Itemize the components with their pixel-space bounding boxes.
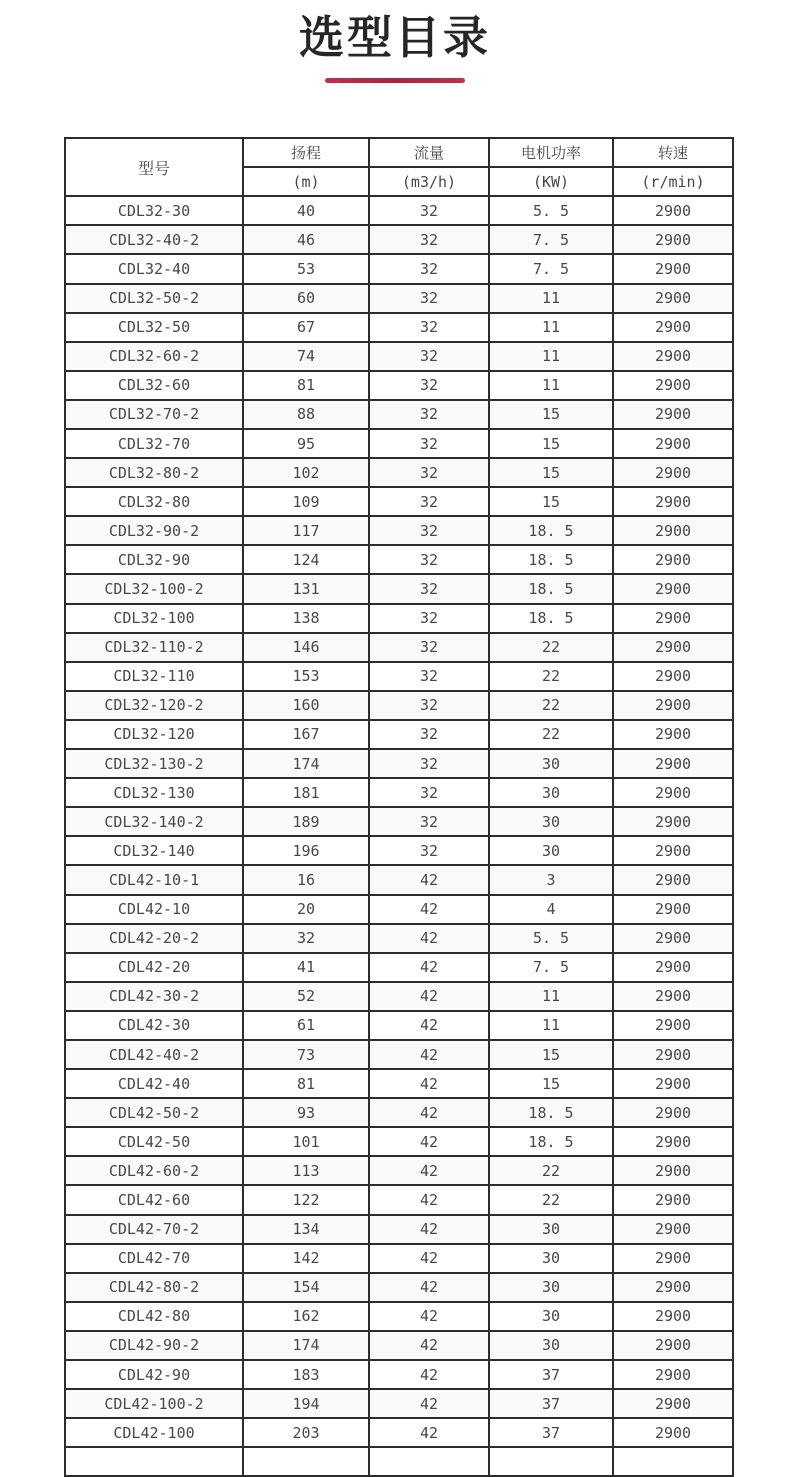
cell-flow: 42: [369, 1127, 489, 1156]
header-head-unit: (m): [243, 167, 369, 196]
cell-model: CDL42-20-2: [65, 924, 243, 953]
cell-power: 11: [489, 1011, 613, 1040]
table-row: [65, 749, 733, 778]
cell-head: 142: [243, 1244, 369, 1273]
cell-speed: 2900: [613, 1185, 733, 1214]
table-cell-empty: [243, 1447, 369, 1476]
cell-speed: 2900: [613, 254, 733, 283]
table-row: [65, 1331, 733, 1360]
cell-power: 37: [489, 1360, 613, 1389]
header-speed-unit: (r/min): [613, 167, 733, 196]
selection-catalog-table: [64, 137, 734, 1477]
cell-head: 203: [243, 1418, 369, 1447]
cell-head: 131: [243, 574, 369, 603]
table-row: [65, 924, 733, 953]
cell-power: 30: [489, 1273, 613, 1302]
cell-model: CDL42-60-2: [65, 1156, 243, 1185]
cell-power: 15: [489, 458, 613, 487]
cell-speed: 2900: [613, 982, 733, 1011]
cell-flow: 42: [369, 1273, 489, 1302]
cell-speed: 2900: [613, 1011, 733, 1040]
table-row: [65, 1302, 733, 1331]
cell-head: 134: [243, 1215, 369, 1244]
cell-flow: 42: [369, 1215, 489, 1244]
cell-head: 20: [243, 895, 369, 924]
table-row: [65, 516, 733, 545]
cell-model: CDL32-40-2: [65, 225, 243, 254]
title-accent-bar: [325, 78, 465, 83]
cell-power: 18. 5: [489, 1098, 613, 1127]
cell-flow: 32: [369, 720, 489, 749]
table-row: [65, 1185, 733, 1214]
cell-head: 174: [243, 749, 369, 778]
cell-model: CDL42-10-1: [65, 865, 243, 894]
cell-head: 153: [243, 662, 369, 691]
cell-speed: 2900: [613, 400, 733, 429]
cell-speed: 2900: [613, 953, 733, 982]
cell-model: CDL32-60-2: [65, 342, 243, 371]
table-row: [65, 1098, 733, 1127]
cell-power: 22: [489, 720, 613, 749]
cell-speed: 2900: [613, 924, 733, 953]
cell-speed: 2900: [613, 1156, 733, 1185]
cell-speed: 2900: [613, 1331, 733, 1360]
table-row: [65, 1360, 733, 1389]
cell-speed: 2900: [613, 1244, 733, 1273]
cell-power: 30: [489, 807, 613, 836]
cell-model: CDL42-80-2: [65, 1273, 243, 1302]
table-row: [65, 313, 733, 342]
table-row: [65, 982, 733, 1011]
table-row: [65, 1215, 733, 1244]
cell-head: 138: [243, 604, 369, 633]
cell-power: 11: [489, 342, 613, 371]
cell-power: 11: [489, 371, 613, 400]
cell-speed: 2900: [613, 1418, 733, 1447]
cell-model: CDL32-50: [65, 313, 243, 342]
cell-model: CDL32-70: [65, 429, 243, 458]
table-row: [65, 1418, 733, 1447]
cell-model: CDL32-120: [65, 720, 243, 749]
cell-head: 122: [243, 1185, 369, 1214]
cell-flow: 32: [369, 604, 489, 633]
cell-head: 32: [243, 924, 369, 953]
cell-model: CDL32-120-2: [65, 691, 243, 720]
table-row: [65, 487, 733, 516]
cell-model: CDL42-30-2: [65, 982, 243, 1011]
cell-model: CDL42-10: [65, 895, 243, 924]
cell-speed: 2900: [613, 749, 733, 778]
cell-power: 7. 5: [489, 254, 613, 283]
cell-flow: 42: [369, 1156, 489, 1185]
table-row: [65, 1273, 733, 1302]
table-row: [65, 574, 733, 603]
cell-power: 18. 5: [489, 1127, 613, 1156]
cell-model: CDL42-70: [65, 1244, 243, 1273]
cell-power: 22: [489, 662, 613, 691]
cell-speed: 2900: [613, 1069, 733, 1098]
table-cell-empty: [613, 1447, 733, 1476]
cell-speed: 2900: [613, 691, 733, 720]
cell-flow: 32: [369, 487, 489, 516]
cell-speed: 2900: [613, 662, 733, 691]
cell-model: CDL42-50: [65, 1127, 243, 1156]
cell-head: 162: [243, 1302, 369, 1331]
cell-flow: 42: [369, 1185, 489, 1214]
table-cell-empty: [489, 1447, 613, 1476]
cell-head: 93: [243, 1098, 369, 1127]
cell-flow: 32: [369, 313, 489, 342]
cell-speed: 2900: [613, 342, 733, 371]
cell-power: 18. 5: [489, 516, 613, 545]
cell-head: 16: [243, 865, 369, 894]
cell-model: CDL42-90-2: [65, 1331, 243, 1360]
cell-head: 194: [243, 1389, 369, 1418]
table-row: [65, 342, 733, 371]
cell-model: CDL42-80: [65, 1302, 243, 1331]
table-row: [65, 1040, 733, 1069]
cell-flow: 42: [369, 924, 489, 953]
cell-power: 37: [489, 1418, 613, 1447]
cell-power: 18. 5: [489, 545, 613, 574]
cell-model: CDL42-20: [65, 953, 243, 982]
cell-speed: 2900: [613, 604, 733, 633]
cell-flow: 42: [369, 1302, 489, 1331]
table-row: [65, 371, 733, 400]
cell-speed: 2900: [613, 807, 733, 836]
cell-model: CDL42-40-2: [65, 1040, 243, 1069]
cell-flow: 42: [369, 1040, 489, 1069]
cell-head: 40: [243, 196, 369, 225]
cell-flow: 32: [369, 400, 489, 429]
cell-power: 22: [489, 1185, 613, 1214]
cell-flow: 42: [369, 953, 489, 982]
table-row: [65, 1011, 733, 1040]
cell-flow: 32: [369, 196, 489, 225]
cell-speed: 2900: [613, 1302, 733, 1331]
cell-head: 113: [243, 1156, 369, 1185]
cell-head: 88: [243, 400, 369, 429]
cell-power: 30: [489, 1302, 613, 1331]
table-row-partial: [65, 1447, 733, 1476]
cell-flow: 42: [369, 1069, 489, 1098]
cell-head: 81: [243, 1069, 369, 1098]
cell-speed: 2900: [613, 284, 733, 313]
cell-speed: 2900: [613, 1389, 733, 1418]
cell-flow: 32: [369, 749, 489, 778]
cell-power: 15: [489, 487, 613, 516]
table-row: [65, 720, 733, 749]
header-head-label: 扬程: [243, 138, 369, 167]
cell-head: 60: [243, 284, 369, 313]
cell-model: CDL42-30: [65, 1011, 243, 1040]
cell-head: 181: [243, 778, 369, 807]
cell-head: 167: [243, 720, 369, 749]
cell-power: 4: [489, 895, 613, 924]
cell-power: 3: [489, 865, 613, 894]
cell-model: CDL42-100: [65, 1418, 243, 1447]
cell-flow: 42: [369, 1011, 489, 1040]
table-row: [65, 196, 733, 225]
cell-flow: 32: [369, 225, 489, 254]
cell-head: 73: [243, 1040, 369, 1069]
cell-power: 30: [489, 749, 613, 778]
cell-model: CDL42-50-2: [65, 1098, 243, 1127]
cell-model: CDL32-130: [65, 778, 243, 807]
cell-head: 52: [243, 982, 369, 1011]
table-row: [65, 1127, 733, 1156]
cell-power: 15: [489, 429, 613, 458]
cell-flow: 32: [369, 691, 489, 720]
table-row: [65, 284, 733, 313]
cell-speed: 2900: [613, 1098, 733, 1127]
cell-power: 15: [489, 1040, 613, 1069]
table-row: [65, 836, 733, 865]
cell-power: 5. 5: [489, 196, 613, 225]
cell-flow: 32: [369, 516, 489, 545]
cell-flow: 42: [369, 1331, 489, 1360]
cell-power: 11: [489, 284, 613, 313]
cell-model: CDL32-30: [65, 196, 243, 225]
cell-model: CDL42-40: [65, 1069, 243, 1098]
table-row: [65, 1156, 733, 1185]
cell-model: CDL32-80-2: [65, 458, 243, 487]
cell-speed: 2900: [613, 895, 733, 924]
cell-power: 5. 5: [489, 924, 613, 953]
cell-model: CDL42-70-2: [65, 1215, 243, 1244]
cell-head: 101: [243, 1127, 369, 1156]
cell-model: CDL32-90-2: [65, 516, 243, 545]
cell-speed: 2900: [613, 1127, 733, 1156]
cell-speed: 2900: [613, 574, 733, 603]
cell-model: CDL32-50-2: [65, 284, 243, 313]
cell-speed: 2900: [613, 545, 733, 574]
cell-power: 18. 5: [489, 604, 613, 633]
cell-speed: 2900: [613, 778, 733, 807]
cell-flow: 42: [369, 1389, 489, 1418]
cell-flow: 32: [369, 633, 489, 662]
cell-head: 61: [243, 1011, 369, 1040]
table-cell-empty: [369, 1447, 489, 1476]
cell-power: 37: [489, 1389, 613, 1418]
cell-power: 30: [489, 1331, 613, 1360]
cell-speed: 2900: [613, 865, 733, 894]
header-flow-unit: (m3/h): [369, 167, 489, 196]
cell-model: CDL32-90: [65, 545, 243, 574]
cell-flow: 42: [369, 1418, 489, 1447]
page-title: 选型目录: [298, 12, 491, 63]
cell-flow: 32: [369, 458, 489, 487]
cell-flow: 32: [369, 342, 489, 371]
cell-head: 74: [243, 342, 369, 371]
cell-flow: 32: [369, 574, 489, 603]
cell-flow: 42: [369, 982, 489, 1011]
table-row: [65, 545, 733, 574]
cell-head: 174: [243, 1331, 369, 1360]
cell-flow: 32: [369, 371, 489, 400]
table-row: [65, 778, 733, 807]
cell-speed: 2900: [613, 836, 733, 865]
cell-head: 102: [243, 458, 369, 487]
cell-flow: 42: [369, 895, 489, 924]
cell-power: 30: [489, 1215, 613, 1244]
cell-flow: 42: [369, 1244, 489, 1273]
table-row: [65, 604, 733, 633]
cell-head: 81: [243, 371, 369, 400]
cell-flow: 42: [369, 865, 489, 894]
cell-model: CDL32-110: [65, 662, 243, 691]
cell-power: 22: [489, 633, 613, 662]
cell-speed: 2900: [613, 633, 733, 662]
cell-power: 30: [489, 1244, 613, 1273]
cell-speed: 2900: [613, 429, 733, 458]
cell-head: 146: [243, 633, 369, 662]
table-row: [65, 429, 733, 458]
cell-head: 67: [243, 313, 369, 342]
cell-model: CDL32-100-2: [65, 574, 243, 603]
cell-model: CDL32-130-2: [65, 749, 243, 778]
table-row: [65, 254, 733, 283]
header-power-label: 电机功率: [489, 138, 613, 167]
table-row: [65, 1244, 733, 1273]
table-row: [65, 691, 733, 720]
cell-model: CDL42-60: [65, 1185, 243, 1214]
cell-speed: 2900: [613, 516, 733, 545]
cell-speed: 2900: [613, 313, 733, 342]
cell-head: 154: [243, 1273, 369, 1302]
cell-power: 7. 5: [489, 953, 613, 982]
cell-model: CDL32-100: [65, 604, 243, 633]
table-row: [65, 400, 733, 429]
cell-model: CDL32-80: [65, 487, 243, 516]
cell-model: CDL32-140-2: [65, 807, 243, 836]
cell-head: 160: [243, 691, 369, 720]
header-speed-label: 转速: [613, 138, 733, 167]
cell-head: 46: [243, 225, 369, 254]
cell-power: 22: [489, 1156, 613, 1185]
cell-flow: 32: [369, 778, 489, 807]
cell-speed: 2900: [613, 196, 733, 225]
cell-flow: 32: [369, 429, 489, 458]
cell-flow: 32: [369, 807, 489, 836]
cell-power: 22: [489, 691, 613, 720]
cell-head: 117: [243, 516, 369, 545]
cell-head: 41: [243, 953, 369, 982]
cell-speed: 2900: [613, 1215, 733, 1244]
cell-model: CDL32-70-2: [65, 400, 243, 429]
cell-head: 124: [243, 545, 369, 574]
header-power-unit: (KW): [489, 167, 613, 196]
cell-speed: 2900: [613, 1040, 733, 1069]
table-row: [65, 865, 733, 894]
table-header: [65, 138, 733, 196]
cell-speed: 2900: [613, 720, 733, 749]
header-model: 型号: [65, 138, 243, 196]
table-body: [65, 196, 733, 1476]
cell-flow: 42: [369, 1360, 489, 1389]
cell-model: CDL42-90: [65, 1360, 243, 1389]
cell-head: 95: [243, 429, 369, 458]
cell-head: 189: [243, 807, 369, 836]
cell-speed: 2900: [613, 1360, 733, 1389]
cell-power: 15: [489, 1069, 613, 1098]
cell-power: 18. 5: [489, 574, 613, 603]
table-row: [65, 895, 733, 924]
cell-speed: 2900: [613, 1273, 733, 1302]
table-row: [65, 633, 733, 662]
cell-speed: 2900: [613, 371, 733, 400]
cell-model: CDL32-110-2: [65, 633, 243, 662]
header-flow-label: 流量: [369, 138, 489, 167]
cell-power: 7. 5: [489, 225, 613, 254]
cell-model: CDL32-140: [65, 836, 243, 865]
cell-flow: 32: [369, 254, 489, 283]
table-row: [65, 225, 733, 254]
cell-power: 11: [489, 313, 613, 342]
cell-power: 30: [489, 836, 613, 865]
cell-speed: 2900: [613, 225, 733, 254]
table-row: [65, 1389, 733, 1418]
cell-speed: 2900: [613, 487, 733, 516]
cell-flow: 32: [369, 545, 489, 574]
cell-flow: 32: [369, 662, 489, 691]
cell-flow: 42: [369, 1098, 489, 1127]
table-row: [65, 1069, 733, 1098]
table-row: [65, 458, 733, 487]
cell-model: CDL32-40: [65, 254, 243, 283]
cell-power: 11: [489, 982, 613, 1011]
table-cell-empty: [65, 1447, 243, 1476]
cell-head: 183: [243, 1360, 369, 1389]
cell-flow: 32: [369, 284, 489, 313]
cell-model: CDL32-60: [65, 371, 243, 400]
cell-speed: 2900: [613, 458, 733, 487]
cell-head: 53: [243, 254, 369, 283]
cell-flow: 32: [369, 836, 489, 865]
table-row: [65, 807, 733, 836]
table-row: [65, 662, 733, 691]
cell-power: 30: [489, 778, 613, 807]
cell-head: 196: [243, 836, 369, 865]
cell-power: 15: [489, 400, 613, 429]
table-row: [65, 953, 733, 982]
cell-model: CDL42-100-2: [65, 1389, 243, 1418]
cell-head: 109: [243, 487, 369, 516]
